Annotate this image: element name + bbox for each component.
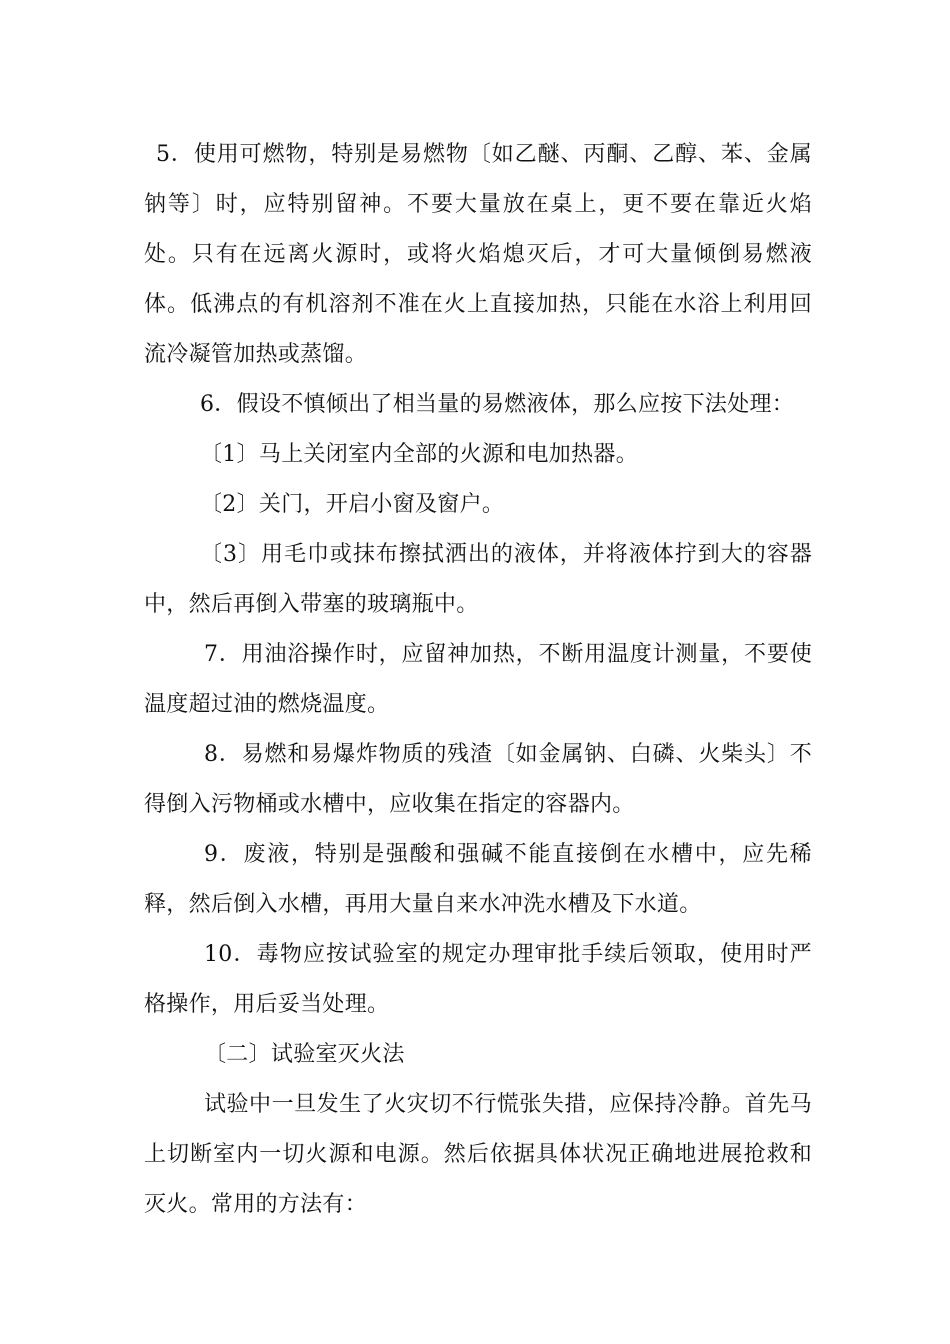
paragraph-substep-3: 〔3〕用毛巾或抹布擦拭洒出的液体，并将液体拧到大的容器中，然后再倒入带塞的玻璃瓶中。	[144, 542, 812, 617]
paragraph-substep-2: 〔2〕关门，开启小窗及窗户。	[200, 492, 505, 517]
document-body	[144, 130, 812, 1230]
paragraph-item-8: 8．易燃和易爆炸物质的残渣〔如金属钠、白磷、火柴头〕不得倒入污物桶或水槽中，应收集在指定的容器内。	[144, 742, 812, 817]
paragraph-item-9: 9．废液，特别是强酸和强碱不能直接倒在水槽中，应先稀释，然后倒入水槽，再用大量自来水冲洗水槽及下水道。	[144, 842, 812, 917]
paragraph-item-7: 7．用油浴操作时，应留神加热，不断用温度计测量，不要使温度超过油的燃烧温度。	[144, 642, 812, 717]
paragraph-fire-response: 试验中一旦发生了火灾切不行慌张失措，应保持冷静。首先马上切断室内一切火源和电源。然后依据具体状况正确地进展抢救和灭火。常用的方法有：	[144, 1092, 812, 1217]
paragraph-item-6: 6．假设不慎倾出了相当量的易燃液体，那么应按下法处理：	[200, 392, 795, 417]
section-heading: 〔二〕试验室灭火法	[204, 1042, 405, 1067]
paragraph-substep-1: 〔1〕马上关闭室内全部的火源和电加热器。	[200, 442, 638, 467]
paragraph-item-5: 5．使用可燃物，特别是易燃物〔如乙醚、丙酮、乙醇、苯、金属钠等〕时，应特别留神。不要大量放在桌上，更不要在靠近火焰处。只有在远离火源时，或将火焰熄灭后，才可大量倾倒易燃液体。低沸点的有机溶剂不准在火上直接加热，只能在水浴上利用回流冷凝管加热或蒸馏。	[144, 142, 812, 367]
paragraph-item-10: 10．毒物应按试验室的规定办理审批手续后领取，使用时严格操作，用后妥当处理。	[144, 942, 812, 1017]
